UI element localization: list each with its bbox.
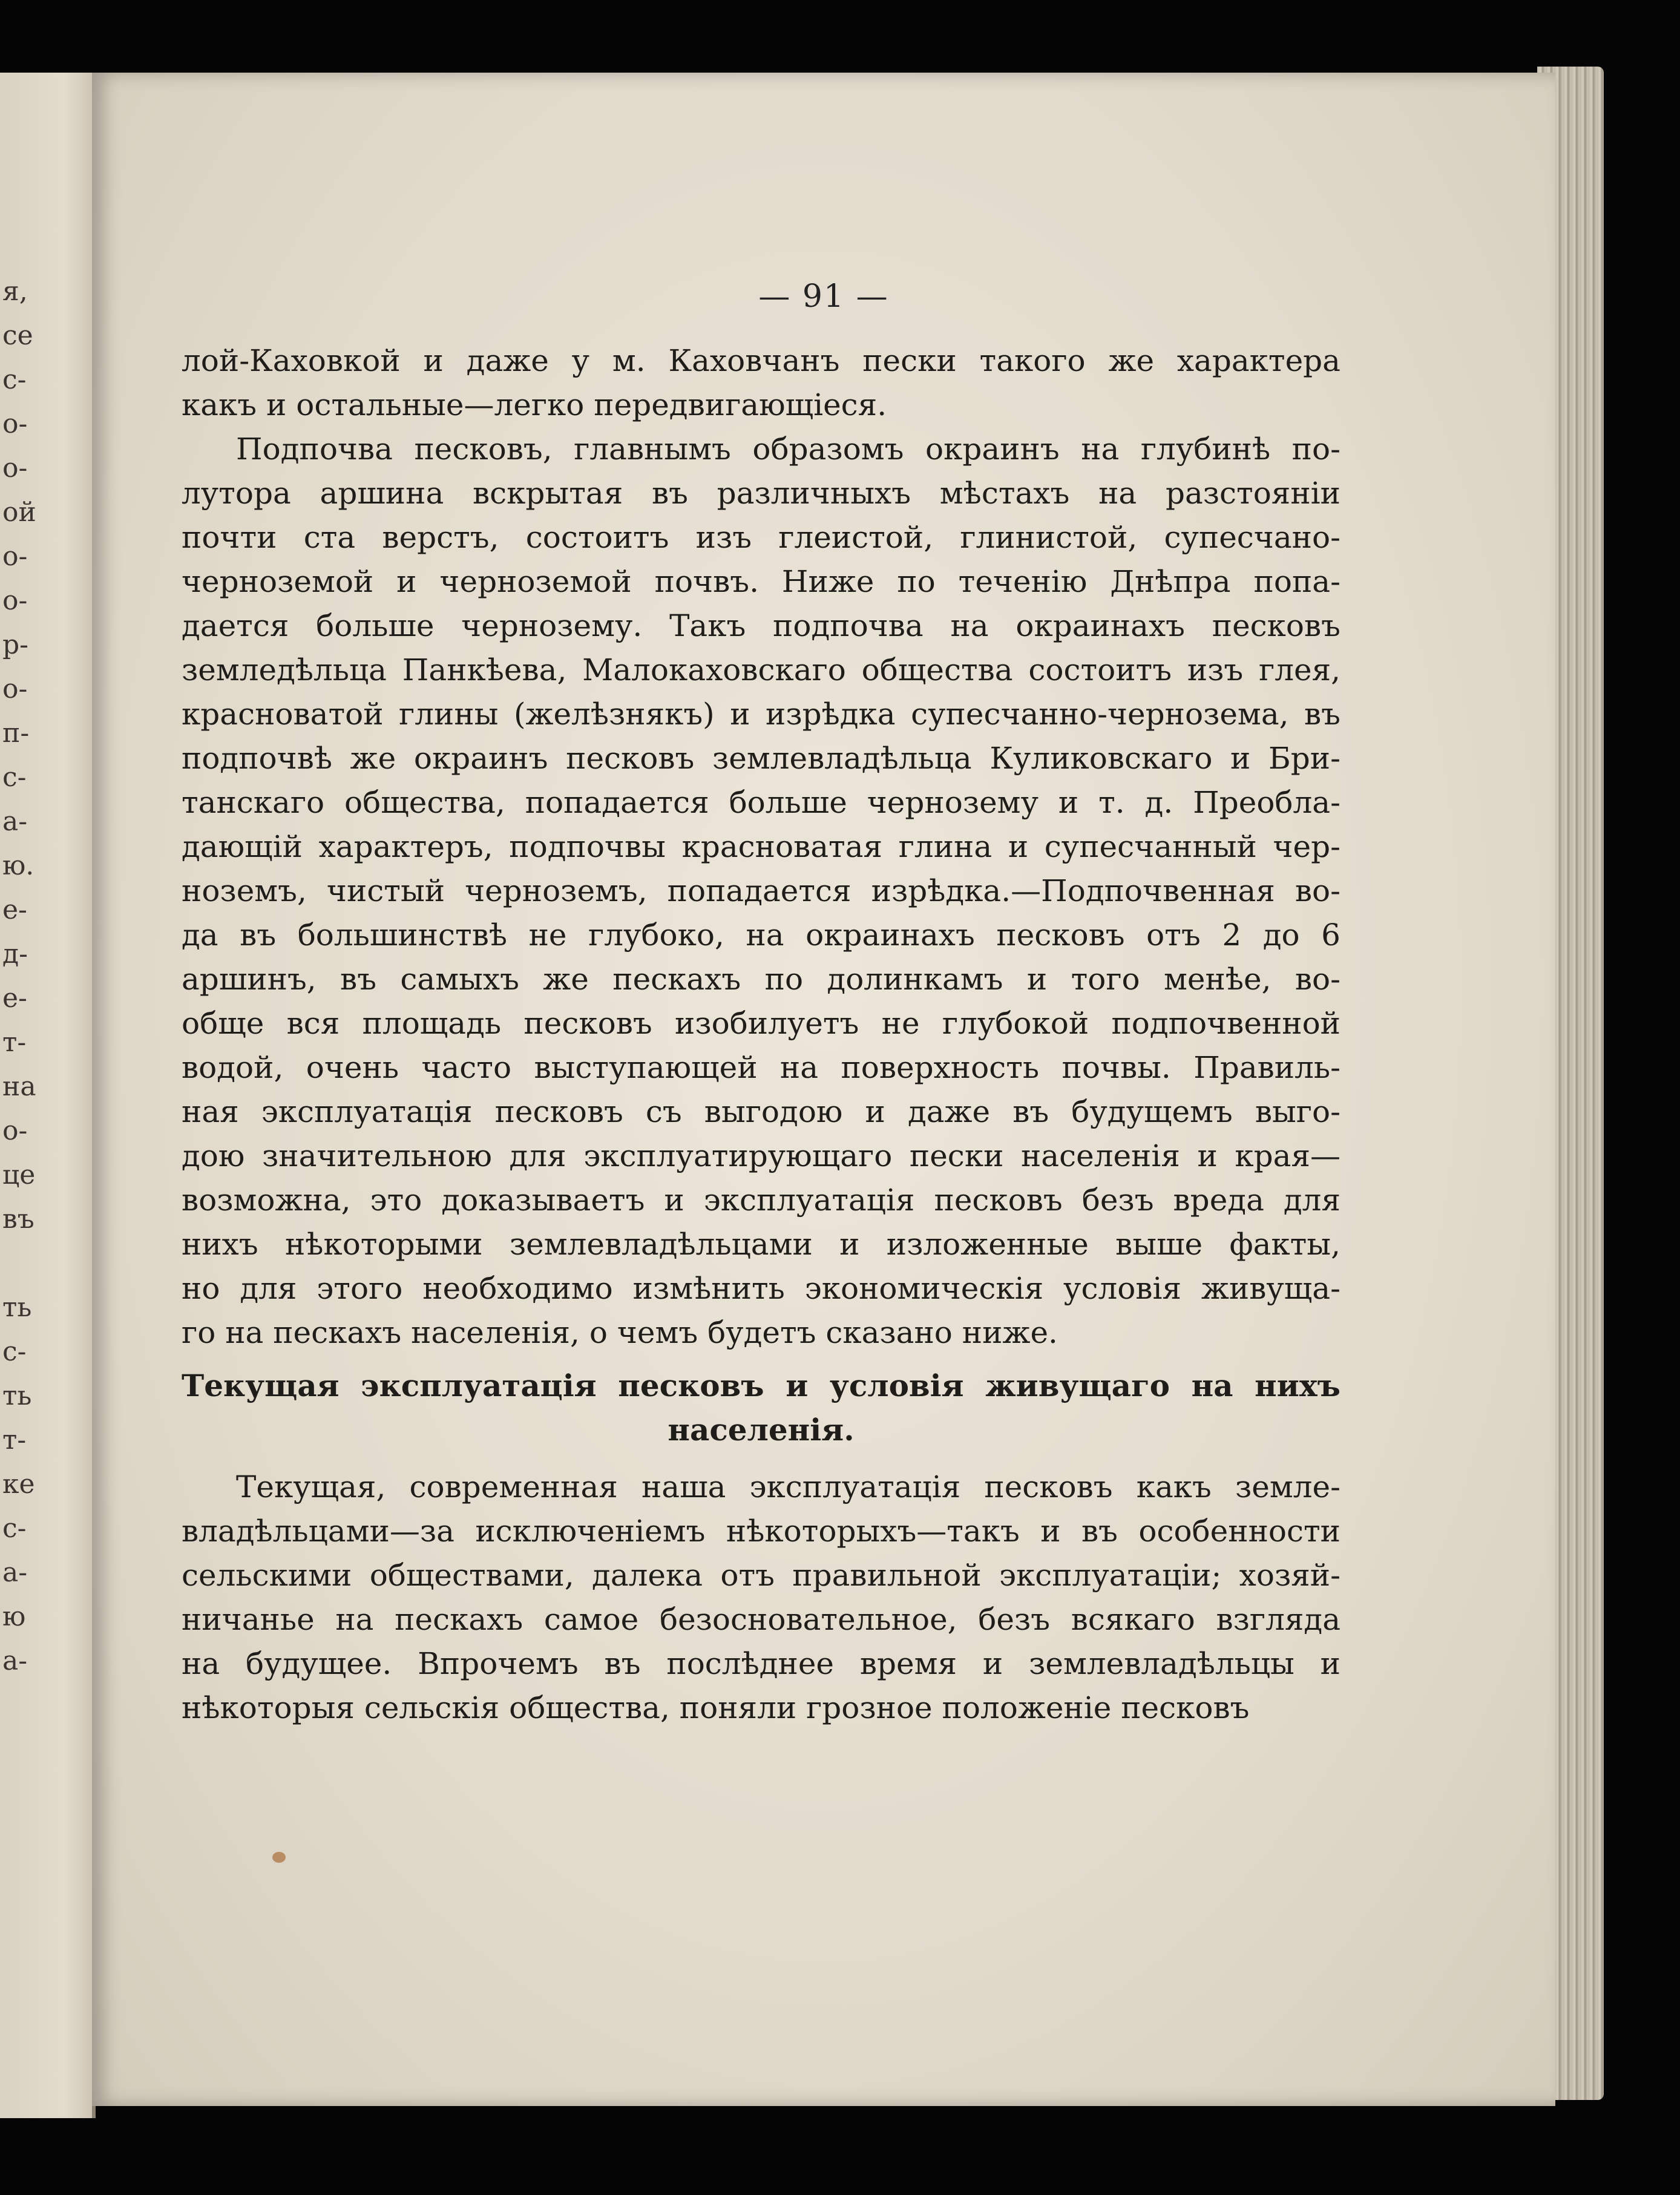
text-line: подпочвѣ же окраинъ песковъ землевладѣльца Куликовскаго и Бри- [182,741,1340,776]
left-page-fragment: п- [2,718,30,749]
left-page-fragment: т- [2,1425,27,1455]
left-page-fragment: о- [2,408,28,439]
left-page-fragment: а- [2,1645,28,1676]
left-page-fragment: на [2,1071,36,1102]
text-line: почти ста верстъ, состоитъ изъ глеистой, глинистой, супесчано- [182,520,1340,555]
text-line: дается больше чернозему. Такъ подпочва на окраинахъ песковъ [182,608,1340,643]
text-line: ничанье на пескахъ самое безосновательное, безъ всякаго взгляда [182,1602,1340,1637]
section-heading-line-2: населенія. [668,1412,855,1448]
left-page-fragment: ть [2,1380,32,1411]
text-line: лутора аршина вскрытая въ различныхъ мѣстахъ на разстояніи [182,476,1340,511]
left-page-fragment: с- [2,1336,27,1367]
text-line: аршинъ, въ самыхъ же пескахъ по долинкамъ и того менѣе, во- [182,962,1340,997]
left-page-fragment: ю [2,1601,26,1632]
section-heading [182,1363,1340,1452]
text-line: какъ и остальные—легко передвигающіеся. [182,387,887,422]
text-line: ная эксплуатація песковъ съ выгодою и даже въ будущемъ выго- [182,1094,1340,1129]
text-line: владѣльцами—за исключеніемъ нѣкоторыхъ—такъ и въ особенности [182,1514,1340,1549]
paragraph-1 [182,339,1340,427]
book-page [92,73,1555,2106]
text-line: го на пескахъ населенія, о чемъ будетъ сказано ниже. [182,1315,1058,1350]
text-line: на будущее. Впрочемъ въ послѣднее время и землевладѣльцы и [182,1646,1340,1681]
text-line: водой, очень часто выступающей на поверхность почвы. Правиль- [182,1050,1340,1085]
page-number: — 91 — [758,278,889,315]
text-line: ноземъ, чистый черноземъ, попадается изрѣдка.—Подпочвенная во- [182,873,1340,908]
left-page-fragment: т- [2,1027,27,1058]
left-page-fragment: я, [2,276,28,307]
left-page-fragment: р- [2,629,29,660]
text-line: нѣкоторыя сельскія общества, поняли грозное положеніе песковъ [182,1690,1250,1725]
left-page-fragment: д- [2,939,28,970]
text-line: Подпочва песковъ, главнымъ образомъ окраинъ на глубинѣ по- [236,431,1340,467]
text-line: черноземой и черноземой почвъ. Ниже по теченію Днѣпра попа- [182,564,1340,599]
paragraph-3 [182,1465,1340,1730]
text-line: нихъ нѣкоторыми землевладѣльцами и изложенные выше факты, [182,1227,1340,1262]
left-page-fragment: въ [2,1204,34,1235]
left-page-fragment: се [2,320,33,351]
left-page-fragment: с- [2,364,27,395]
left-page-fragment: ке [2,1469,35,1500]
left-page-fragment: ть [2,1292,32,1323]
left-page-fragment: о- [2,541,28,572]
left-page-fragment: е- [2,894,27,925]
left-page-fragment: а- [2,806,28,837]
text-line: возможна, это доказываетъ и эксплуатація песковъ безъ вреда для [182,1183,1340,1218]
left-page-fragment: с- [2,1513,27,1544]
text-line: дающій характеръ, подпочвы красноватая глина и супесчанный чер- [182,829,1340,864]
left-page-fragment: о- [2,1115,28,1146]
left-page-fragment: це [2,1160,36,1190]
text-line: лой-Каховкой и даже у м. Каховчанъ пески такого же характера [182,343,1340,378]
text-line: красноватой глины (желѣзнякъ) и изрѣдка супесчанно-чернозема, въ [182,697,1340,732]
section-heading-line-1: Текущая эксплуатація песковъ и условія живущаго на нихъ [182,1368,1340,1403]
text-line: да въ большинствѣ не глубоко, на окраинахъ песковъ отъ 2 до 6 [182,917,1340,953]
text-line: земледѣльца Панкѣева, Малокаховскаго общества состоитъ изъ глея, [182,652,1340,687]
text-line: танскаго общества, попадается больше чернозему и т. д. Преобла- [182,785,1340,820]
paper-stain [272,1852,286,1863]
text-line: дою значительною для эксплуатирующаго пески населенія и края— [182,1138,1340,1173]
text-line: но для этого необходимо измѣнить экономическія условія живуща- [182,1271,1340,1306]
left-page-fragment: о- [2,585,28,616]
text-line: обще вся площадь песковъ изобилуетъ не глубокой подпочвенной [182,1006,1340,1041]
left-page-fragment: о- [2,453,28,484]
left-page-fragment: о- [2,674,28,704]
body-text [182,339,1340,1730]
left-page-edge [0,73,96,2118]
paragraph-2 [182,427,1340,1355]
left-page-fragment: с- [2,762,27,793]
left-page-fragment: е- [2,983,27,1014]
left-page-fragment: а- [2,1557,28,1588]
text-line: Текущая, современная наша эксплуатація песковъ какъ земле- [236,1469,1340,1504]
text-line: сельскими обществами, далека отъ правильной эксплуатаціи; хозяй- [182,1558,1340,1593]
left-page-fragment: ю. [2,850,34,881]
left-page-fragment: ой [2,497,36,528]
